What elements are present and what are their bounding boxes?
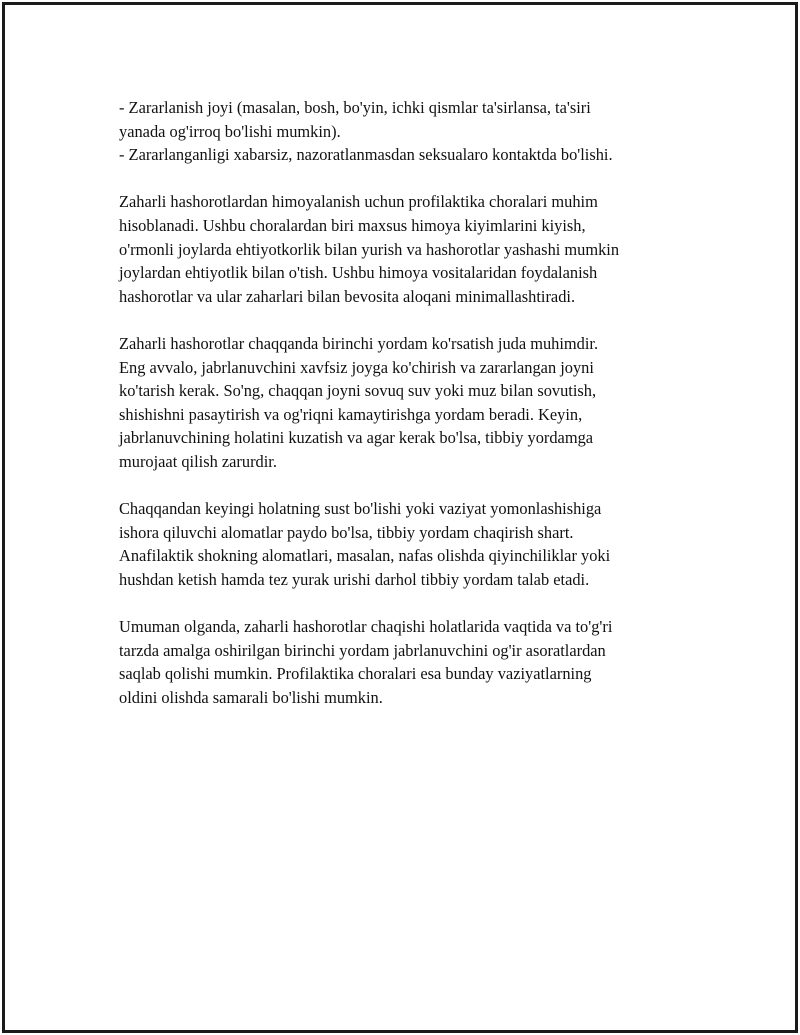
text-line: saqlab qolishi mumkin. Profilaktika choralari esa bunday vaziyatlarning	[119, 664, 592, 684]
text-line: murojaat qilish zarurdir.	[119, 451, 277, 471]
paragraph-prevention	[119, 190, 699, 308]
text-line: hashorotlar va ular zaharlari bilan bevosita aloqani minimallashtiradi.	[119, 286, 576, 306]
text-line: oldini olishda samarali bo'lishi mumkin.	[119, 687, 383, 707]
text-line: Anafilaktik shokning alomatlari, masalan, nafas olishda qiyinchiliklar yoki	[119, 546, 611, 566]
document-body	[119, 96, 699, 733]
paragraph-emergency-signs	[119, 497, 699, 591]
text-line: o'rmonli joylarda ehtiyotkorlik bilan yurish va hashorotlar yashashi mumkin	[119, 239, 620, 259]
text-line: Zaharli hashorotlar chaqqanda birinchi yordam ko'rsatish juda muhimdir.	[119, 333, 599, 353]
text-line: ko'tarish kerak. So'ng, chaqqan joyni sovuq suv yoki muz bilan sovutish,	[119, 381, 597, 401]
paragraph-conclusion	[119, 615, 699, 709]
text-line: - Zararlanganligi xabarsiz, nazoratlanmasdan seksualaro kontaktda bo'lishi.	[119, 145, 613, 165]
text-line: shishishni pasaytirish va og'riqni kamaytirishga yordam beradi. Keyin,	[119, 404, 583, 424]
text-line: Zaharli hashorotlardan himoyalanish uchun profilaktika choralari muhim	[119, 192, 598, 212]
text-line: Chaqqandan keyingi holatning sust bo'lishi yoki vaziyat yomonlashishiga	[119, 499, 602, 519]
text-line: jabrlanuvchining holatini kuzatish va agar kerak bo'lsa, tibbiy yordamga	[119, 428, 594, 448]
text-line: yanada og'irroq bo'lishi mumkin).	[119, 121, 341, 141]
paragraph-first-aid	[119, 332, 699, 474]
text-line: Umuman olganda, zaharli hashorotlar chaqishi holatlarida vaqtida va to'g'ri	[119, 617, 613, 637]
paragraph-injury-factors	[119, 96, 699, 167]
text-line: - Zararlanish joyi (masalan, bosh, bo'yin, ichki qismlar ta'sirlansa, ta'siri	[119, 98, 591, 117]
document-page	[2, 2, 798, 1033]
text-line: ishora qiluvchi alomatlar paydo bo'lsa, tibbiy yordam chaqirish shart.	[119, 522, 574, 542]
text-line: Eng avvalo, jabrlanuvchini xavfsiz joyga ko'chirish va zararlangan joyni	[119, 357, 594, 377]
text-line: hushdan ketish hamda tez yurak urishi darhol tibbiy yordam talab etadi.	[119, 569, 590, 589]
text-line: tarzda amalga oshirilgan birinchi yordam jabrlanuvchini og'ir asoratlardan	[119, 640, 606, 660]
text-line: hisoblanadi. Ushbu choralardan biri maxsus himoya kiyimlarini kiyish,	[119, 215, 586, 235]
text-line: joylardan ehtiyotlik bilan o'tish. Ushbu himoya vositalaridan foydalanish	[119, 263, 598, 283]
